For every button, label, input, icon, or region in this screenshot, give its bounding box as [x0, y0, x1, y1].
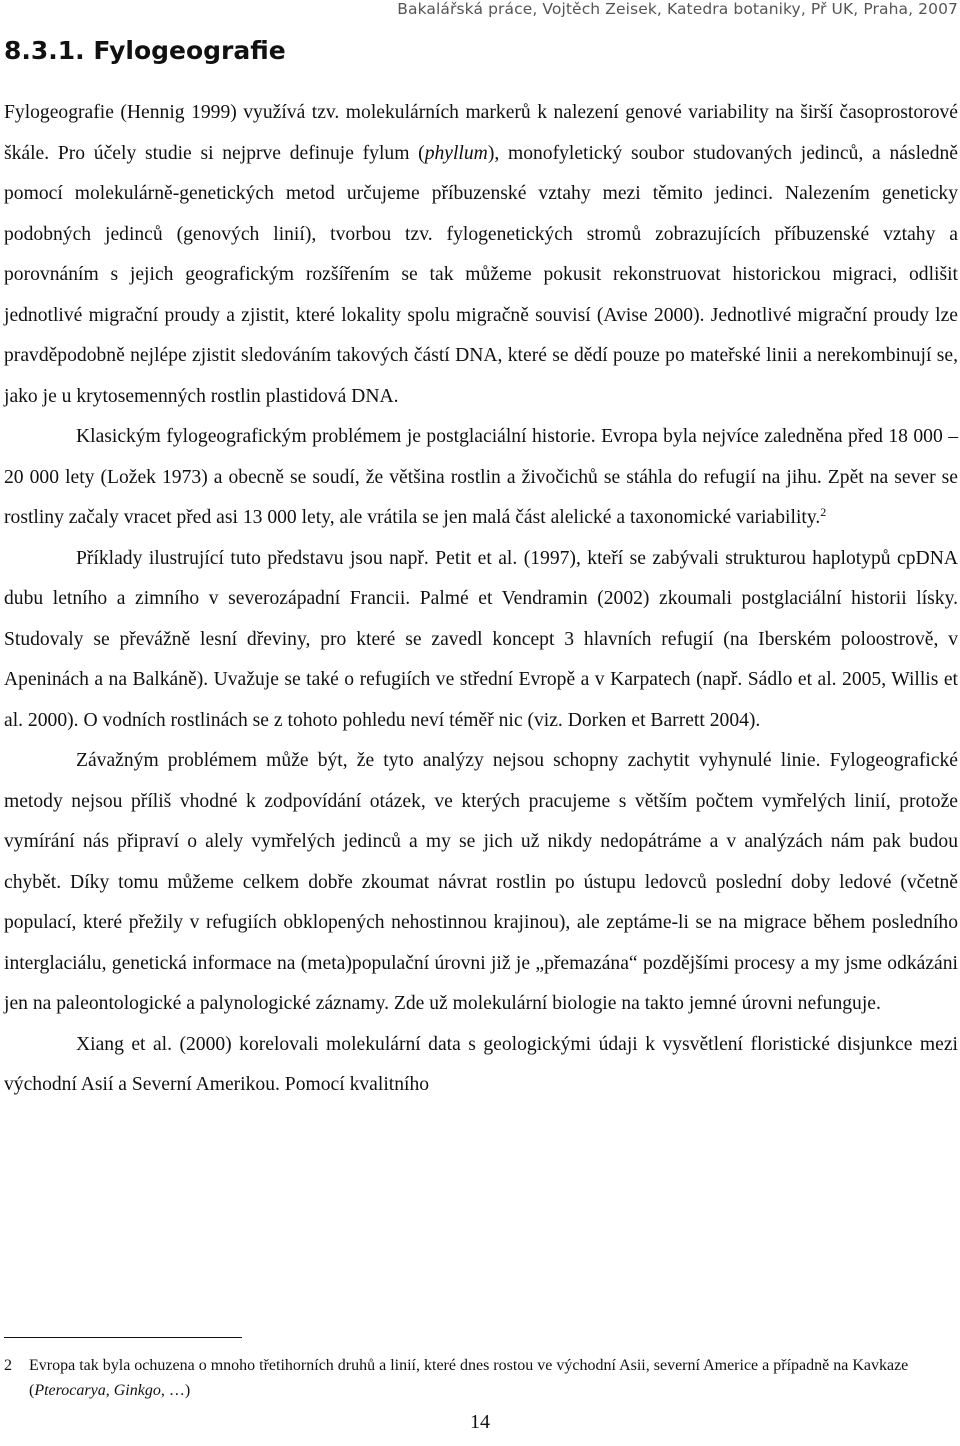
footnote-taxon-1: Pterocarya — [34, 1382, 106, 1399]
paragraph-5-text: Xiang et al. (2000) korelovali molekulární data s geologickými údaji k vysvětlení floristické disjunkce mezi východní Asií a Severní Amerikou. Pomocí kvalitního — [4, 1033, 958, 1095]
running-header: Bakalářská práce, Vojtěch Zeisek, Katedra botaniky, Př UK, Praha, 2007 — [397, 0, 958, 18]
paragraph-2 — [4, 417, 958, 539]
paragraph-4 — [4, 741, 958, 1025]
footnote-text — [4, 1353, 954, 1403]
footnote-number: 2 — [4, 1357, 12, 1374]
footnote-separator — [4, 1337, 242, 1338]
paragraph-3-text: Příklady ilustrující tuto představu jsou např. Petit et al. (1997), kteří se zabývali strukturou haplotypů cpDNA dubu letního a zimního v severozápadní Francii. Palmé et Vendramin (2002) zkoumali postglaciální historii lísky. Studovaly se převážně lesní dřeviny, pro které se zavedl koncept 3 hlavních refugií (na Iberském poloostrově, v Apeninách a na Balkáně). Uvažuje se také o refugiích ve střední Evropě a v Karpatech (např. Sádlo et al. 2005, Willis et al. 2000). O vodních rostlinách se z tohoto pohledu neví téměř nic (viz. Dorken et Barrett 2004). — [4, 547, 958, 731]
paragraph-5 — [4, 1025, 958, 1106]
body-text — [4, 93, 958, 1106]
footnote-text-after: , …) — [160, 1382, 191, 1399]
paragraph-2-text: Klasickým fylogeografickým problémem je postglaciální historie. Evropa byla nejvíce zaledněna před 18 000 – 20 000 lety (Ložek 1973) a obecně se soudí, že většina rostlin a živočichů se stáhla do refugií na jihu. Zpět na sever se rostliny začaly vracet před asi 13 000 lety, ale vrátila se jen malá část alelické a taxonomické variability. — [4, 426, 958, 528]
paragraph-3 — [4, 539, 958, 742]
section-heading: 8.3.1. Fylogeografie — [4, 36, 286, 65]
footnote-text-before: Evropa tak byla ochuzena o mnoho třetihorních druhů a linií, které dnes rostou ve východní Asii, severní Americe a případně na Kavkaze ( — [29, 1357, 909, 1399]
page-number: 14 — [470, 1411, 490, 1433]
paragraph-1-text: Fylogeografie (Hennig 1999) využívá tzv. molekulárních markerů k nalezení genové variability na širší časoprostorové škále. Pro účely studie si nejprve definuje fylum ( — [4, 102, 958, 164]
footnote-reference: 2 — [820, 505, 827, 519]
paragraph-4-text: Závažným problémem může být, že tyto analýzy nejsou schopny zachytit vyhynulé linie. Fylogeografické metody nejsou příliš vhodné k zodpovídání otázek, ve kterých pracujeme s větším počtem vymřelých linií, protože vymírání nás připraví o alely vymřelých jedinců a my se jich už nikdy nedopátráme a v analýzách nám pak budou chybět. Díky tomu můžeme celkem dobře zkoumat návrat rostlin po ústupu ledovců poslední doby ledové (včetně populací, které přežily v refugiích obklopených nehostinnou krajinou), ale zeptáme-li se na migrace během posledního interglaciálu, genetická informace na (meta)populační úrovni již je „přemazána“ pozdějšími procesy a my jsme odkázáni jen na paleontologické a palynologické záznamy. Zde už molekulární biologie na takto jemné úrovni nefunguje. — [4, 750, 958, 1014]
paragraph-1-text-after: ), monofyletický soubor studovaných jedinců, a následně pomocí molekulárně-genetických metod určujeme příbuzenské vztahy mezi těmito jedinci. Nalezením geneticky podobných jedinců (genových linií), tvorbou tzv. fylogenetických stromů zobrazujících příbuzenské vztahy a porovnáním s jejich geografickým rozšířením se tak můžeme pokusit rekonstruovat historickou migraci, odlišit jednotlivé migrační proudy a zjistit, které lokality spolu migračně souvisí (Avise 2000). Jednotlivé migrační proudy lze pravděpodobně nejlépe zjistit sledováním takových částí DNA, které se dědí pouze po mateřské linii a nerekombinují se, jako je u krytosemenných rostlin plastidová DNA. — [4, 142, 958, 407]
paragraph-1 — [4, 93, 958, 417]
footnote — [4, 1353, 954, 1403]
paragraph-1-italic-term: phyllum — [424, 142, 488, 164]
footnote-taxon-2: Ginkgo — [113, 1382, 161, 1399]
footnote-separator-text: , — [105, 1382, 114, 1399]
